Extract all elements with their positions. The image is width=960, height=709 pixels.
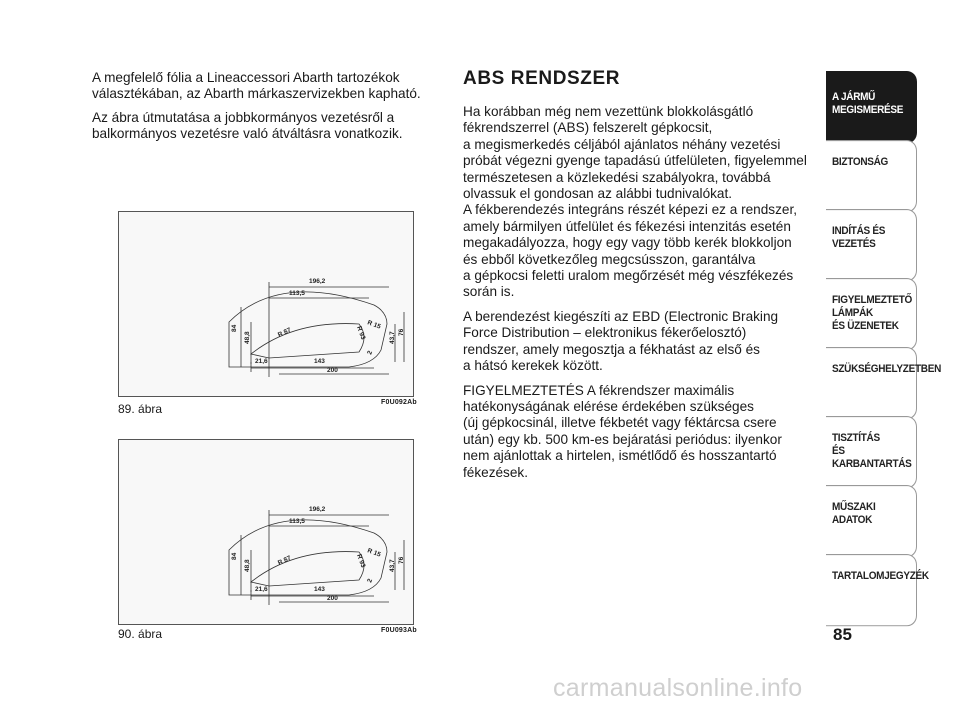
dim-84: 84 xyxy=(231,552,238,560)
tab-emergency[interactable] xyxy=(826,347,941,419)
dim-43-7: 43,7 xyxy=(389,559,396,572)
dim-21-6: 21,6 xyxy=(255,358,268,365)
chapter-tabs xyxy=(826,71,941,623)
dim-76: 76 xyxy=(398,328,405,336)
tab-label: BIZTONSÁG xyxy=(832,156,889,169)
tab-vehicle-overview[interactable] xyxy=(826,71,917,143)
abs-paragraph-2: A berendezést kiegészíti az EBD (Electronic Braking Force Distribution – elektronikus fékerőelosztó) rendszer, amely megosztja a fékhatást az első és a hátsó kerekek között. xyxy=(463,308,779,374)
dim-r87: R 87 xyxy=(276,326,293,339)
dim-196-2: 196,2 xyxy=(309,278,326,285)
tab-safety[interactable] xyxy=(826,140,917,212)
dim-48-8: 48,8 xyxy=(244,331,251,344)
windshield-film-diagram xyxy=(119,440,413,624)
dim-84: 84 xyxy=(231,324,238,332)
windshield-film-diagram xyxy=(119,212,413,396)
abs-paragraph-1: Ha korábban még nem vezettünk blokkolásgátló fékrendszerrel (ABS) felszerelt gépkocsit, a megismerkedés céljából ajánlatos néhány vezetési próbát végezni gyenge tapadású útfelületen, figyelemmel természetesen a közlekedési szabályokra, továbbá olvassuk el gondosan az alábbi tudnivalókat. A fékberendezés integráns részét képezi ez a rendszer, amely bármilyen útfelület és fékezési intenzitás esetén megakadályozza, hogy egy vagy több kerék blokkoljon és ebből következőleg megcsússzon, garantálva a gépkocsi feletti uralom megőrzését még vészfékezés során is. xyxy=(463,104,807,300)
tab-label: TISZTÍTÁS ÉS KARBANTARTÁS xyxy=(832,432,912,470)
intro-paragraph-2: Az ábra útmutatása a jobbkormányos vezetésről a balkormányos vezetésre való átváltásra vonatkozik. xyxy=(92,110,403,141)
figure-89-caption: 89. ábra xyxy=(118,402,163,416)
dim-113-5: 113,5 xyxy=(289,290,305,297)
dim-2: 2 xyxy=(366,577,375,584)
dim-113-5: 113,5 xyxy=(289,518,305,525)
tab-label: MŰSZAKI ADATOK xyxy=(832,501,876,527)
tab-technical-data[interactable] xyxy=(826,485,917,557)
dim-196-2: 196,2 xyxy=(309,506,326,513)
tab-label: A JÁRMŰ MEGISMERÉSE xyxy=(832,91,904,117)
section-title: ABS RENDSZER xyxy=(463,68,621,89)
tab-index[interactable] xyxy=(826,554,929,626)
dim-r15: R 15 xyxy=(366,319,382,331)
dim-143: 143 xyxy=(314,586,325,593)
tab-label: TARTALOMJEGYZÉK xyxy=(832,570,929,583)
tab-maintenance[interactable] xyxy=(826,416,917,488)
dim-48-8: 48,8 xyxy=(244,559,251,572)
tab-label: SZÜKSÉGHELYZETBEN xyxy=(832,363,941,376)
intro-paragraph-1: A megfelelő fólia a Lineaccessori Abarth tartozékok választékában, az Abarth márkaszervizekben kapható. xyxy=(92,70,421,101)
dim-r15: R 15 xyxy=(366,547,382,559)
tab-label: FIGYELMEZTETŐ LÁMPÁK ÉS ÜZENETEK xyxy=(832,294,912,332)
watermark: carmanualsonline.info xyxy=(553,674,803,702)
dim-76: 76 xyxy=(398,556,405,564)
dim-r93: R 93 xyxy=(355,553,367,569)
tab-starting-driving[interactable] xyxy=(826,209,917,281)
dim-200: 200 xyxy=(327,367,338,374)
dim-2: 2 xyxy=(366,349,375,356)
dim-143: 143 xyxy=(314,358,325,365)
dim-21-6: 21,6 xyxy=(255,586,268,593)
abs-paragraph-3: FIGYELMEZTETÉS A fékrendszer maximális hatékonyságának elérése érdekében szükséges (új gépkocsinál, illetve fékbetét vagy féktárcsa csere után) egy kb. 500 km-es bejáratási periódus: ilyenkor nem ajánlottak a hirtelen, ismétlődő és hosszantartó fékezések. xyxy=(463,382,782,480)
dim-r87: R 87 xyxy=(276,554,293,567)
dim-43-7: 43,7 xyxy=(389,331,396,344)
tab-warning-lights[interactable] xyxy=(826,278,917,350)
abs-body-text xyxy=(463,104,819,489)
page-number: 85 xyxy=(833,625,852,644)
figure-89-diagram xyxy=(118,211,417,406)
figure-code: F0U092Ab xyxy=(381,399,417,406)
figure-90-caption: 90. ábra xyxy=(118,627,163,641)
dim-200: 200 xyxy=(327,595,338,602)
dim-r93: R 93 xyxy=(355,325,367,341)
tab-label: INDÍTÁS ÉS VEZETÉS xyxy=(832,225,886,251)
left-intro-text xyxy=(92,70,432,150)
figure-code: F0U093Ab xyxy=(381,627,417,634)
